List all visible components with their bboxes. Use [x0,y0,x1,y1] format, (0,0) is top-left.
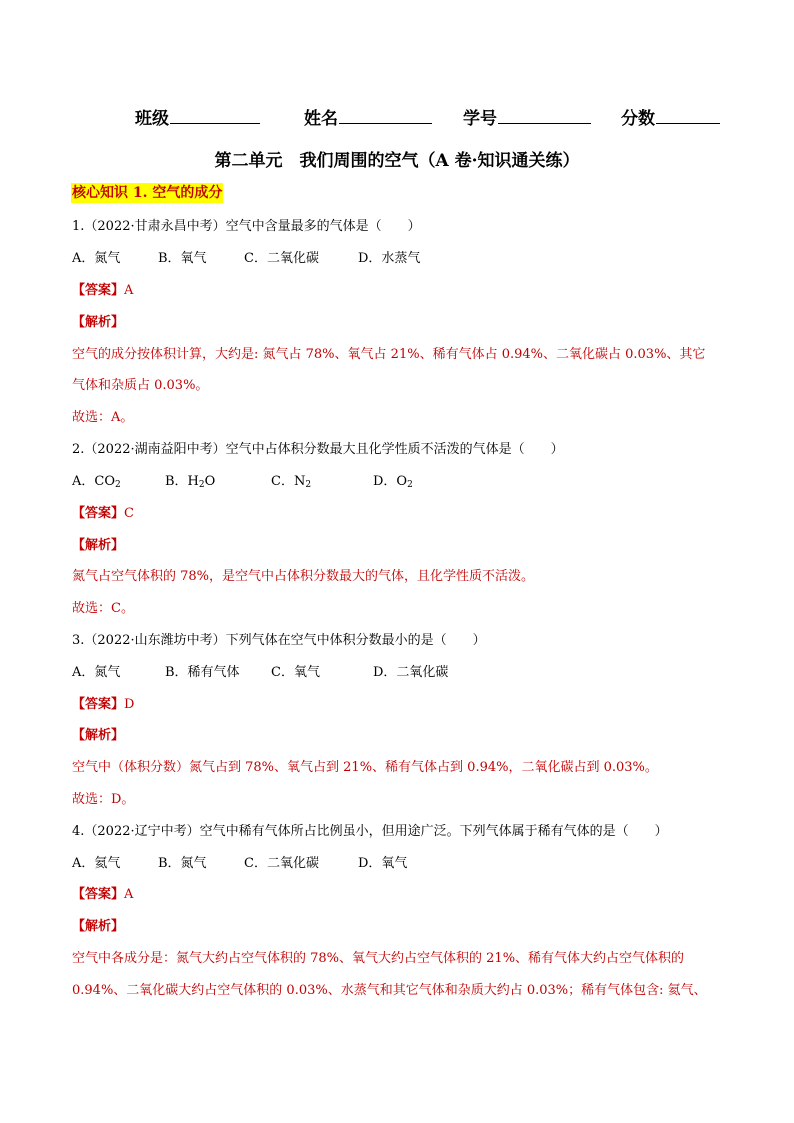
question-3-answer [72,696,134,714]
answer-value: C [124,506,134,521]
answer-label: 【答案】 [72,697,125,712]
question-3-stem: 3.（2022·山东潍坊中考）下列气体在空气中体积分数最小的是（ ） [72,633,486,648]
student-id-label: 学号 [463,109,497,129]
option-c[interactable]: C．氧气 [271,665,320,680]
answer-value: A [124,887,134,902]
option-b-subscript: 2 [198,480,205,490]
student-info-row [0,104,794,130]
student-id-field[interactable] [463,104,591,129]
page-title: 第二单元 我们周围的空气（A 卷·知识通关练） [214,151,580,171]
question-2-options [72,473,722,491]
question-2-conclusion: 故选：C。 [72,601,134,616]
option-d[interactable]: D．二氧化碳 [373,665,449,680]
question-4-analysis-line-2: 0.94%、二氧化碳大约占空气体积的 0.03%、水蒸气和其它气体和杂质大约占 0.03%；稀有气体包含: 氦气、 [72,983,707,998]
name-label: 姓名 [304,109,338,129]
class-blank[interactable] [170,107,260,124]
question-4-analysis-line-1: 空气中各成分是：氮气大约占空气体积的 78%、氧气大约占空气体积的 21%、稀有气体大约占空气体积的 [72,951,685,966]
class-field[interactable] [135,104,260,129]
option-c[interactable]: C．二氧化碳 [244,856,319,871]
name-blank[interactable] [339,107,432,124]
score-label: 分数 [621,109,655,129]
question-3-analysis-label: 【解析】 [72,728,125,743]
question-3-options [72,664,722,682]
option-c[interactable] [271,473,311,491]
answer-label: 【答案】 [72,283,125,298]
option-c-subscript: 2 [305,480,312,490]
question-1-analysis-label: 【解析】 [72,315,125,330]
option-a[interactable] [72,473,121,491]
option-b[interactable]: B．氮气 [158,856,207,871]
class-label: 班级 [135,109,169,129]
name-field[interactable] [304,104,432,129]
answer-label: 【答案】 [72,506,125,521]
option-b[interactable] [165,473,215,491]
question-1-conclusion: 故选：A。 [72,410,134,425]
question-3-conclusion: 故选：D。 [72,792,135,807]
option-b-text: B．H [165,474,199,489]
option-c-text: C．N [271,474,306,489]
question-4-options [72,855,722,873]
option-c[interactable]: C．二氧化碳 [244,251,319,266]
question-2-stem: 2.（2022·湖南益阳中考）空气中占体积分数最大且化学性质不活泼的气体是（ ） [72,442,564,457]
option-d-text: D．O [373,474,408,489]
question-1-analysis-line-2: 气体和杂质占 0.03%。 [72,378,209,393]
answer-label: 【答案】 [72,887,125,902]
option-a-subscript: 2 [115,480,121,490]
option-d[interactable] [373,473,413,491]
student-id-blank[interactable] [498,107,591,124]
question-1-stem: 1.（2022·甘肃永昌中考）空气中含量最多的气体是（ ） [72,219,421,234]
question-1-answer [72,282,133,300]
option-a[interactable]: A．氦气 [72,856,121,871]
section-heading: 核心知识 1. 空气的成分 [72,185,223,201]
question-4-answer [72,886,133,904]
option-a[interactable]: A．氮气 [72,251,121,266]
score-blank[interactable] [656,107,720,124]
option-d[interactable]: D．水蒸气 [358,251,421,266]
question-1-options [72,250,722,268]
option-b-suffix: O [204,474,216,489]
answer-value: D [124,697,135,712]
score-field[interactable] [621,104,720,129]
question-4-analysis-label: 【解析】 [72,919,125,934]
question-2-answer [72,505,134,523]
question-2-analysis-label: 【解析】 [72,538,125,553]
option-a-text: A．CO [72,474,115,489]
option-b[interactable]: B．稀有气体 [165,665,240,680]
question-3-analysis-line-1: 空气中（体积分数）氮气占到 78%、氧气占到 21%、稀有气体占到 0.94%，二氧化碳占到 0.03%。 [72,760,658,775]
option-d-subscript: 2 [407,480,413,490]
option-d[interactable]: D．氧气 [358,856,408,871]
option-a[interactable]: A．氮气 [72,665,121,680]
question-2-analysis-line-1: 氮气占空气体积的 78%，是空气中占体积分数最大的气体，且化学性质不活泼。 [72,569,535,584]
option-b[interactable]: B．氧气 [158,251,207,266]
question-4-stem: 4.（2022·辽宁中考）空气中稀有气体所占比例虽小，但用途广泛。下列气体属于稀有气体的是（ ） [72,824,668,839]
answer-value: A [124,283,134,298]
question-1-analysis-line-1: 空气的成分按体积计算，大约是: 氮气占 78%、氧气占 21%、稀有气体占 0.94%、二氧化碳占 0.03%、其它 [72,347,706,362]
